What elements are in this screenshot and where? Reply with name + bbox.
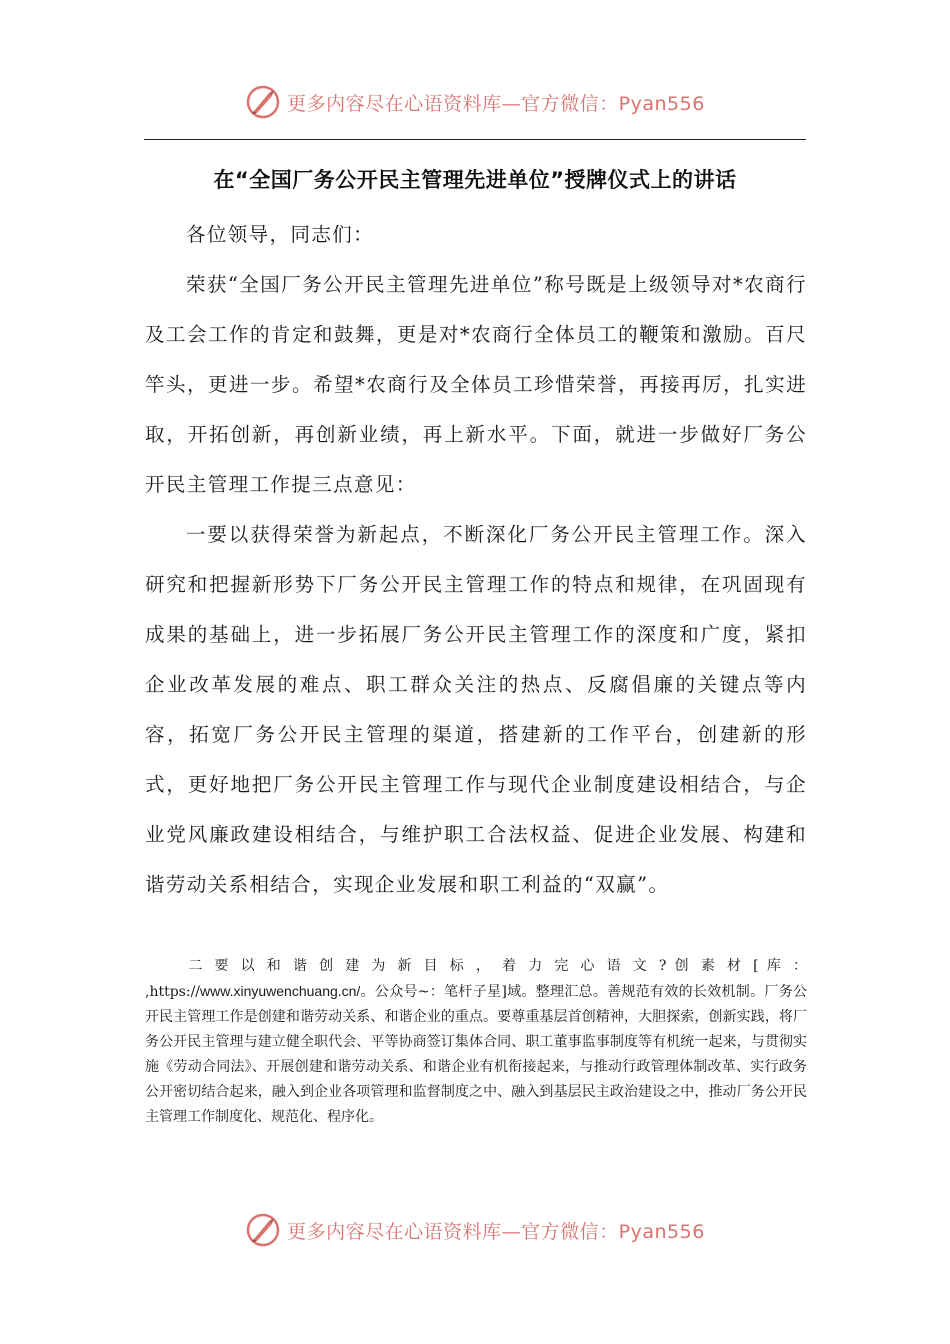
banner-text: 更多内容尽在心语资料库—官方微信： (287, 92, 619, 115)
small-paragraph-url: www.xinyuwenchuang.cn/ (200, 983, 361, 999)
header-banner (0, 80, 950, 124)
paragraph-2: 一要以获得荣誉为新起点，不断深化厂务公开民主管理工作。深入研究和把握新形势下厂务公开民主管理工作的特点和规律，在巩固现有成果的基础上，进一步拓展厂务公开民主管理工作的深度和广度，紧扣企业改革发展的难点、职工群众关注的热点、反腐倡廉的关键点等内容，拓宽厂务公开民主管理的渠道，搭建新的工作平台，创建新的形式，更好地把厂务公开民主管理工作与现代企业制度建设相结合，与企业党风廉政建设相结合，与维护职工合法权益、促进企业发展、构建和谐劳动关系相结合，实现企业发展和职工利益的“双赢”。 (145, 523, 807, 896)
header-rule (144, 139, 806, 140)
small-paragraph-rest: 。公众号~：笔杆子星]域。整理汇总。善规范有效的长效机制。厂务公开民主管理工作是创建和谐劳动关系、和谐企业的重点。要尊重基层首创精神，大胆探索，创新实践，将厂务公开民主管理与建立健全职代会、平等协商签订集体合同、职工董事监事制度等有机统一起来，与贯彻实施《劳动合同法》、开展创建和谐劳动关系、和谐企业有机衔接起来，与推动行政管理体制改革、实行政务公开密切结合起来，融入到企业各项管理和监督制度之中、融入到基层民主政治建设之中，推动厂务公开民主管理工作制度化、规范化、程序化。 (145, 984, 807, 1125)
footer-banner-text: 更多内容尽在心语资料库—官方微信： (287, 1220, 619, 1243)
footer-banner (0, 1208, 950, 1252)
document-body (145, 210, 807, 910)
document-title: 在“全国厂务公开民主管理先进单位”授牌仪式上的讲话 (213, 168, 737, 192)
quill-logo-icon (245, 1212, 281, 1248)
small-paragraph (145, 954, 807, 1130)
banner-wechat-id: Pyan556 (618, 92, 705, 115)
small-paragraph-line1: 二 要 以 和 谐 创 建 为 新 目 标 ， 着 力 完 心 语 文 ? 创 素 材 [ 库 ： ,https:// (145, 958, 807, 1000)
quill-logo-icon (245, 84, 281, 120)
salutation: 各位领导，同志们： (185, 223, 375, 246)
footer-banner-wechat-id: Pyan556 (618, 1220, 705, 1243)
paragraph-1: 荣获“全国厂务公开民主管理先进单位”称号既是上级领导对*农商行及工会工作的肯定和鼓舞，更是对*农商行全体员工的鞭策和激励。百尺竿头，更进一步。希望*农商行及全体员工珍惜荣誉，再接再厉，扎实进取，开拓创新，再创新业绩，再上新水平。下面，就进一步做好厂务公开民主管理工作提三点意见： (145, 273, 807, 496)
